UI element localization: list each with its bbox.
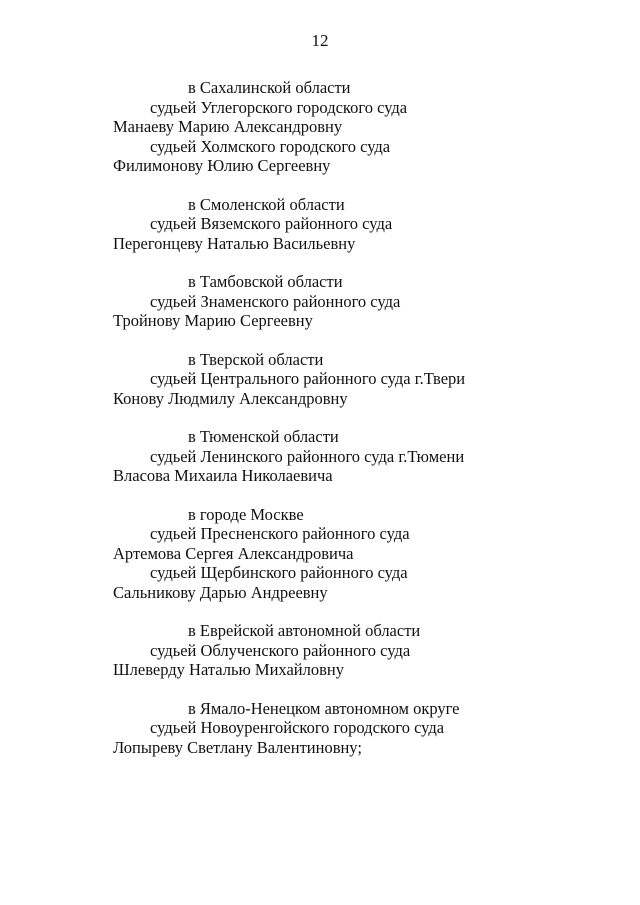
court-position: судьей Знаменского районного суда (150, 291, 401, 311)
court-position: судьей Холмского городского суда (150, 136, 391, 156)
region-heading: в городе Москве (188, 504, 304, 524)
section-tambov (0, 272, 640, 331)
court-position: судьей Вяземского районного суда (150, 214, 393, 233)
section-sakhalin (0, 78, 640, 176)
appointee-name: Манаеву Марию Александровну (113, 117, 343, 136)
region-heading: в Смоленской области (188, 194, 345, 214)
section-moscow (0, 505, 640, 603)
court-position: судьей Ленинского районного суда г.Тюмени (150, 446, 465, 466)
appointee-name: Конову Людмилу Александровну (113, 388, 348, 408)
section-jewish-ao (0, 621, 640, 680)
page-number: 12 (311, 31, 329, 50)
appointment-list (0, 78, 640, 776)
court-position: судьей Углегорского городского суда (150, 97, 408, 117)
region-heading: в Тюменской области (188, 427, 339, 446)
court-position: судьей Новоуренгойского городского суда (150, 718, 445, 737)
region-heading: в Ямало-Ненецком автономном округе (188, 698, 460, 718)
appointee-name: Власова Михаила Николаевича (113, 466, 333, 485)
section-smolensk (0, 195, 640, 254)
appointee-name: Артемова Сергея Александровича (113, 543, 354, 563)
appointee-name: Шлеверду Наталью Михайловну (113, 660, 344, 679)
appointee-name: Тройнову Марию Сергеевну (113, 311, 313, 330)
court-position: судьей Пресненского районного суда (150, 524, 410, 543)
appointee-name: Лопыреву Светлану Валентиновну; (113, 737, 362, 757)
section-yamalo-nenets (0, 699, 640, 758)
section-tver (0, 350, 640, 409)
region-heading: в Тверской области (188, 349, 324, 369)
region-heading: в Еврейской автономной области (188, 621, 421, 640)
court-position: судьей Центрального районного суда г.Твери (150, 369, 466, 388)
appointee-name: Перегонцеву Наталью Васильевну (113, 233, 356, 253)
appointee-name: Филимонову Юлию Сергеевну (113, 156, 331, 175)
region-heading: в Тамбовской области (188, 272, 343, 291)
court-position: судьей Облученского районного суда (150, 640, 411, 660)
court-position: судьей Щербинского районного суда (150, 563, 408, 582)
region-heading: в Сахалинской области (188, 78, 351, 97)
appointee-name: Сальникову Дарью Андреевну (113, 582, 328, 602)
section-tyumen (0, 427, 640, 486)
